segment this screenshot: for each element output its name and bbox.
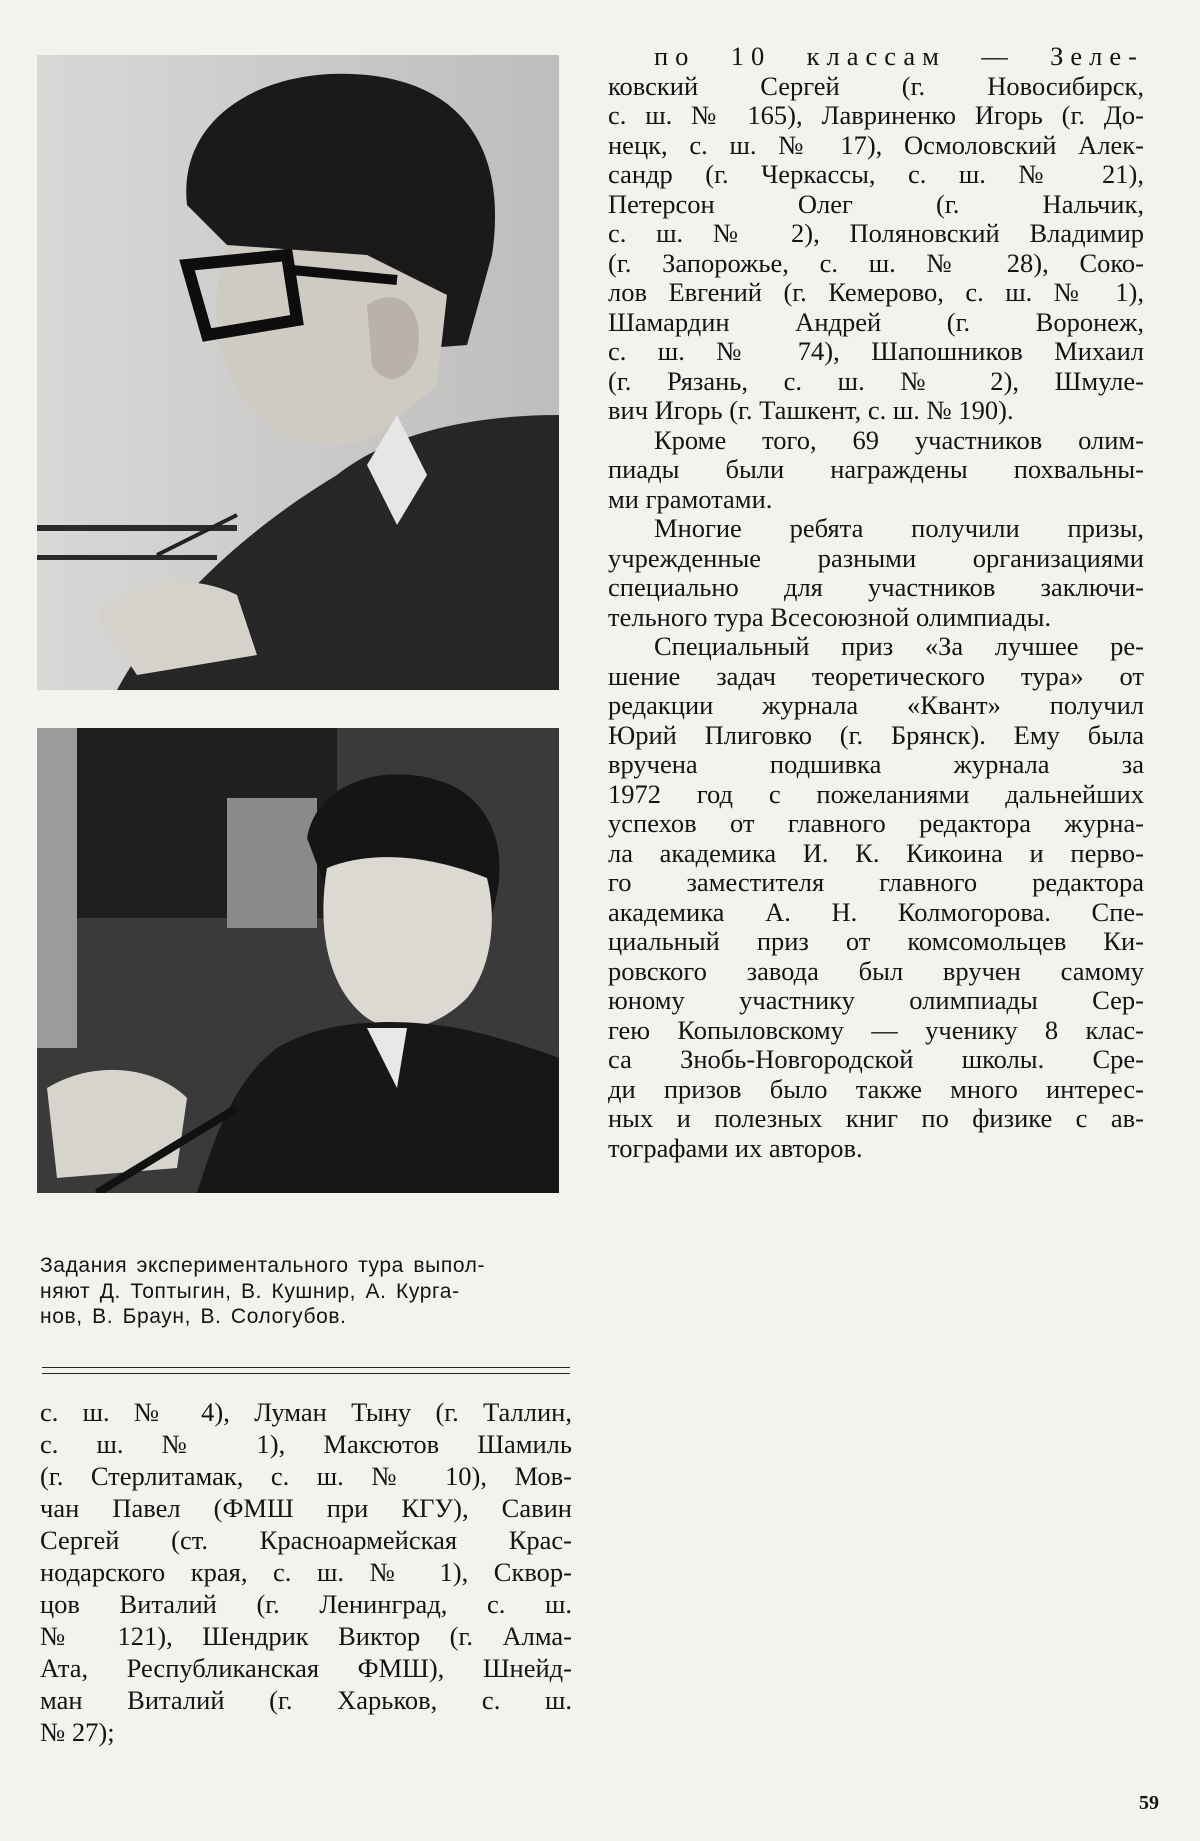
- text-line: нодарского края, с. ш. № 1), Сквор-: [40, 1557, 572, 1587]
- text-line: по 10 классам — Зеле-: [654, 41, 1144, 71]
- text-line: Кроме того, 69 участников олим-: [654, 424, 1144, 455]
- text-line: циальный приз от комсомольцев Ки-: [608, 926, 1144, 956]
- text-line: вич Игорь (г. Ташкент, с. ш. № 190).: [608, 395, 1014, 425]
- text-line: цов Виталий (г. Ленинград, с. ш.: [40, 1589, 572, 1619]
- text-line: ровского завода был вручен самому: [608, 955, 1144, 986]
- text-line: (г. Стерлитамак, с. ш. № 10), Мов-: [40, 1461, 572, 1491]
- text-line: гею Копыловскому — ученику 8 клас-: [608, 1014, 1144, 1045]
- text-line: пиады были награждены похвальны-: [608, 454, 1144, 484]
- caption-line: Задания экспериментального тура выпол-: [40, 1254, 486, 1277]
- text-line: вручена подшивка журнала за: [608, 749, 1144, 779]
- section-divider: [42, 1367, 570, 1368]
- text-line: № 121), Шендрик Виктор (г. Алма-: [40, 1621, 572, 1651]
- text-line: Специальный приз «За лучшее ре-: [654, 631, 1144, 661]
- text-line: с. ш. № 1), Максютов Шамиль: [40, 1429, 572, 1459]
- photo-student-1: [37, 55, 559, 690]
- text-line: ман Виталий (г. Харьков, с. ш.: [40, 1685, 572, 1715]
- text-line: 1972 год с пожеланиями дальнейших: [608, 778, 1144, 809]
- text-line: ми грамотами.: [608, 483, 773, 514]
- text-line: с. ш. № 2), Поляновский Владимир: [608, 218, 1144, 248]
- text-line: с. ш. № 165), Лавриненко Игорь (г. До-: [608, 100, 1144, 130]
- text-line: учрежденные разными организациями: [608, 542, 1144, 573]
- text-line: Юрий Плиговко (г. Брянск). Ему была: [608, 719, 1144, 750]
- caption-line: няют Д. Топтыгин, В. Кушнир, А. Курга-: [40, 1279, 460, 1303]
- text-line: Сергей (ст. Красноармейская Крас-: [40, 1525, 572, 1555]
- text-line: № 27);: [40, 1717, 115, 1747]
- section-divider: [42, 1373, 570, 1374]
- photo-student-2: [37, 728, 559, 1193]
- text-line: ди призов было также много интерес-: [608, 1073, 1144, 1104]
- text-line: лов Евгений (г. Кемерово, с. ш. № 1),: [608, 277, 1144, 307]
- photo-caption: [40, 1253, 560, 1330]
- right-text-column: [608, 42, 1144, 1163]
- text-line: ла академика И. К. Кикоина и перво-: [608, 837, 1144, 868]
- text-line: Шамардин Андрей (г. Воронеж,: [608, 306, 1144, 337]
- text-line: успехов от главного редактора журна-: [608, 808, 1144, 838]
- text-line: юному участнику олимпиады Сер-: [608, 985, 1144, 1015]
- text-line: са Знобь-Новгородской школы. Сре-: [608, 1044, 1144, 1074]
- text-line: с. ш. № 4), Луман Тыну (г. Таллин,: [40, 1397, 572, 1427]
- text-line: Ата, Республиканская ФМШ), Шнейд-: [40, 1653, 572, 1683]
- text-line: нецк, с. ш. № 17), Осмоловский Алек-: [608, 129, 1144, 160]
- text-line: тельного тура Всесоюзной олимпиады.: [608, 601, 1052, 632]
- text-line: (г. Запорожье, с. ш. № 28), Соко-: [608, 247, 1144, 278]
- text-line: ковский Сергей (г. Новосибирск,: [608, 70, 1144, 101]
- page-number: 59: [1139, 1792, 1159, 1814]
- text-line: (г. Рязань, с. ш. № 2), Шмуле-: [608, 365, 1144, 396]
- text-line: шение задач теоретического тура» от: [608, 660, 1144, 691]
- text-line: ных и полезных книг по физике с ав-: [608, 1103, 1144, 1133]
- text-line: сандр (г. Черкассы, с. ш. № 21),: [608, 159, 1144, 189]
- left-text-column: [40, 1396, 572, 1748]
- text-line: академика А. Н. Колмогорова. Спе-: [608, 896, 1144, 927]
- text-line: редакции журнала «Квант» получил: [608, 690, 1144, 720]
- text-line: Многие ребята получили призы,: [654, 513, 1144, 543]
- text-line: специально для участников заключи-: [608, 572, 1144, 602]
- portrait-photo-icon: [37, 55, 559, 690]
- text-line: с. ш. № 74), Шапошников Михаил: [608, 336, 1144, 366]
- text-line: го заместителя главного редактора: [608, 867, 1144, 897]
- portrait-photo-icon: [37, 728, 559, 1193]
- text-line: тографами их авторов.: [608, 1132, 863, 1163]
- text-line: чан Павел (ФМШ при КГУ), Савин: [40, 1493, 572, 1523]
- text-line: Петерсон Олег (г. Нальчик,: [608, 188, 1144, 219]
- caption-line: нов, В. Браун, В. Сологубов.: [40, 1305, 347, 1328]
